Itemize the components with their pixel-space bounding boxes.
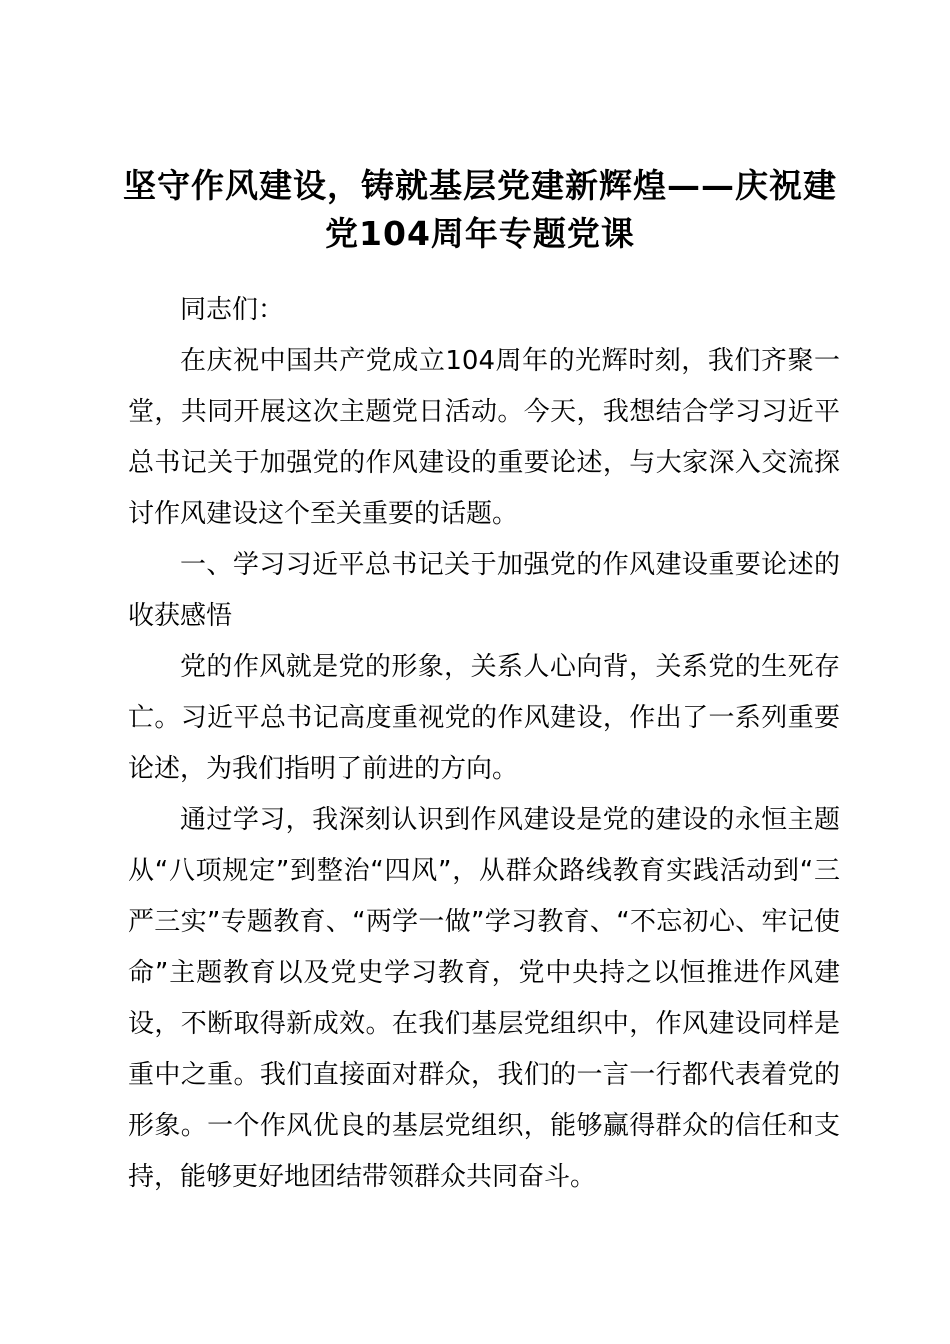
document-title: 坚守作风建设，铸就基层党建新辉煌——庆祝建党104周年专题党课 [123, 166, 837, 253]
document-body [128, 285, 840, 1203]
body-paragraph: 通过学习，我深刻认识到作风建设是党的建设的永恒主题从“八项规定”到整治“四风”，从群众路线教育实践活动到“三严三实”专题教育、“两学一做”学习教育、“不忘初心、牢记使命”主题教育以及党史学习教育，党中央持之以恒推进作风建设，不断取得新成效。在我们基层党组织中，作风建设同样是重中之重。我们直接面对群众，我们的一言一行都代表着党的形象。一个作风优良的基层党组织，能够赢得群众的信任和支持，能够更好地团结带领群众共同奋斗。 [128, 805, 840, 1192]
intro-paragraph: 在庆祝中国共产党成立104周年的光辉时刻，我们齐聚一堂，共同开展这次主题党日活动。今天，我想结合学习习近平总书记关于加强党的作风建设的重要论述，与大家深入交流探讨作风建设这个至关重要的话题。 [128, 346, 840, 529]
section-heading: 一、学习习近平总书记关于加强党的作风建设重要论述的收获感悟 [128, 550, 840, 631]
body-paragraph: 党的作风就是党的形象，关系人心向背，关系党的生死存亡。习近平总书记高度重视党的作风建设，作出了一系列重要论述，为我们指明了前进的方向。 [128, 652, 840, 784]
salutation-paragraph: 同志们： [180, 295, 285, 325]
